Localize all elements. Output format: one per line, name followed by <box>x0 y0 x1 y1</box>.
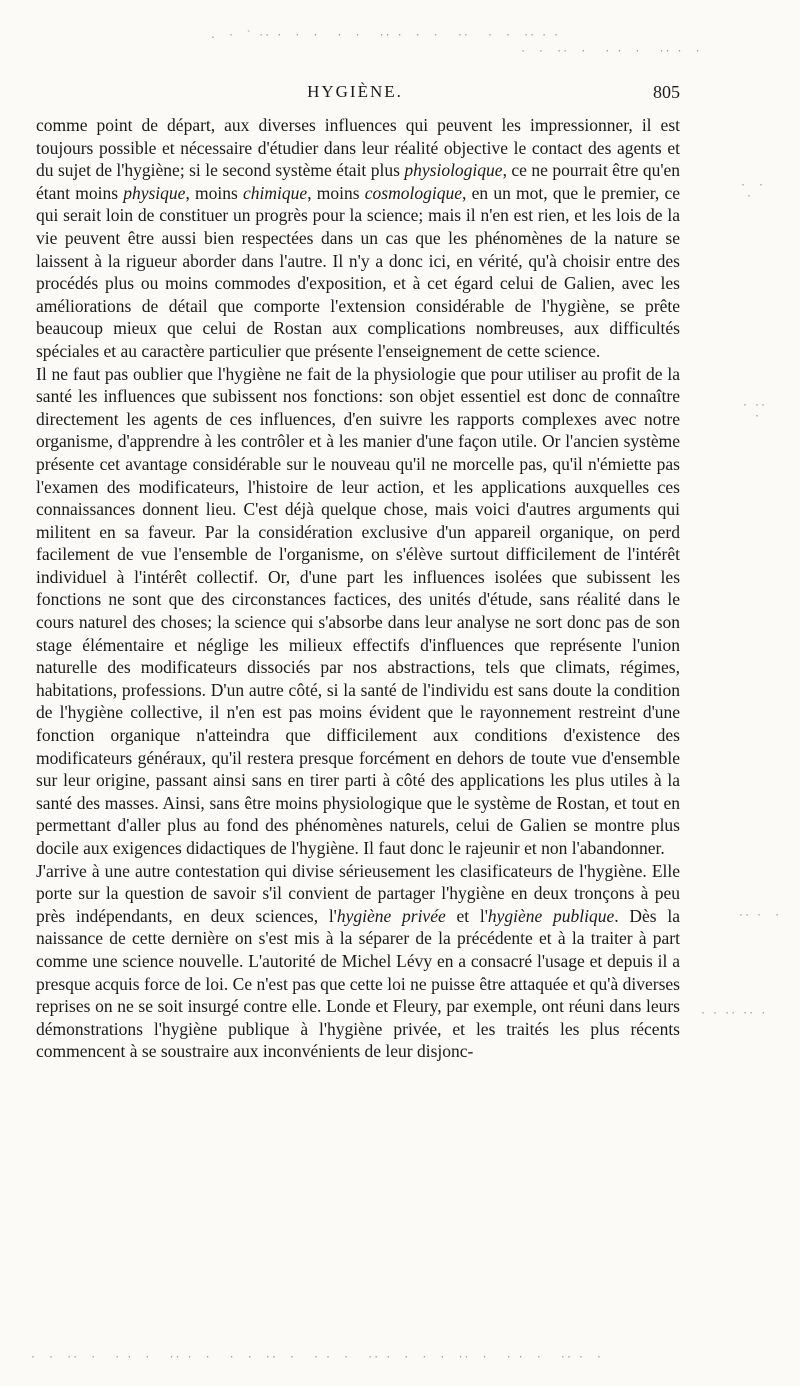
scan-speckle-top: . · ` ·· · · · · · ·· · · · ·· · · ·· · · <box>210 30 560 41</box>
paragraph-3 <box>36 860 680 1063</box>
scan-speckle-right-3: ·· · · <box>738 910 781 921</box>
paragraph-2 <box>36 363 680 860</box>
text-run: . Dès la naissance de cette dernière on s'est mis à la séparer de la précédente et à la traiter à part comme une science nouvelle. L'autorité de Michel Lévy en a consacré l'usage et depuis il a presque acquis force de loi. Ce n'est pas que cette loi ne puisse être attaquée et qu'à diverses reprises on ne se soit insurgé contre elle. Londe et Fleury, par exemple, ont réuni dans leurs démonstrations l'hygiène publique à l'hygiène privée, et les traités les plus récents commencent à se soustraire aux inconvénients de leur disjonc- <box>36 905 680 1062</box>
text-run: , en un mot, que le premier, ce qui serait loin de constituer un progrès pour la science; mais il n'en est rien, et les lois de la vie peuvent être aussi bien respectées dans un cas que les phénomènes de la nature se laissent à la rigueur aborder dans l'autre. Il n'y a donc ici, en vérité, qu'à choisir entre des procédés plus ou moins commodes d'exposition, et à cet égard celui de Galien, avec les améliorations de détail que comporte l'extension considérable de l'hygiène, se prête beaucoup mieux que celui de Rostan aux complications nombreuses, aux difficultés spéciales et au caractère particulier que présente l'enseignement de cette science. <box>36 182 680 361</box>
scan-speckle-right-1: · · · <box>740 180 765 202</box>
italic-run: hygiène publique <box>487 905 615 926</box>
italic-run: cosmologique <box>364 182 462 203</box>
page-number: 805 <box>653 82 680 102</box>
italic-run: physiologique <box>404 160 503 181</box>
text-run: comme point de départ, aux diverses influences qui peuvent les impressionner, il est toujours possible et nécessaire d'étudier dans leur réalité objective le contact des agents et du sujet de l'hygiène; si le second système était plus <box>36 115 680 181</box>
italic-run: hygiène privée <box>336 905 446 926</box>
page-header <box>30 82 680 110</box>
scan-speckle-right-2: · ·· · <box>742 400 767 422</box>
text-run: J'arrive à une autre contestation qui divise sérieusement les clasificateurs de l'hygiène. Elle porte sur la question de savoir s'il convient de partager l'hygiène en deux tronçons à peu près indépendants, en deux sciences, l' <box>36 860 680 926</box>
paragraph-1 <box>36 114 680 363</box>
scan-speckle-top-right: · · ·· · · · · ·· · · <box>520 46 701 57</box>
text-run: , ce ne pourrait être qu'en étant moins <box>36 160 681 203</box>
body-text <box>36 114 680 1063</box>
italic-run: physique <box>123 182 186 203</box>
italic-run: chimique <box>243 182 308 203</box>
text-run: Il ne faut pas oublier que l'hygiène ne fait de la physiologie que pour utiliser au profit de la santé les influences que subissent nos fonctions: son objet essentiel est donc de connaître directement les agents de ces influences, d'en suivre les rapports complexes avec notre organisme, d'apprendre à les contrôler et à les manier d'une façon utile. Or l'ancien système présente cet avantage considérable sur le nouveau qu'il ne morcelle pas, qu'il n'émiette pas l'examen des modificateurs, l'histoire de leur action, et les applications auxquelles ces connaissances donnent lieu. C'est déjà quelque chose, mais voici d'autres arguments qui militent en sa faveur. Par la considération exclusive d'un appareil organique, on perd facilement de vue l'ensemble de l'organisme, on s'élève surtout difficilement de l'intérêt individuel à l'intérêt collectif. Or, d'une part les influences isolées que subissent les fonctions ne sont que des circonstances factices, des unités d'étude, sans réalité dans le cours naturel des choses; la science qui s'absorbe dans leur analyse ne sort donc pas de son stage élémentaire et néglige les milieux effectifs d'influences que représente l'union naturelle des modificateurs dissociés par nos abstractions, tels que climats, régimes, habitations, professions. D'un autre côté, si la santé de l'individu est sans doute la condition de l'hygiène collective, il n'en est pas moins évident que le rayonnement restreint d'une fonction organique n'atteindra que difficilement aux conditions d'existence des modificateurs généraux, qu'il restera presque forcément en dehors de toute vue d'ensemble sur leur origine, passant ainsi sans en tirer parti à côté des applications les plus utiles à la santé des masses. Ainsi, sans être moins physiologique que le système de Rostan, et tout en permettant d'aller plus au fond des phénomènes naturels, celui de Galien se montre plus docile aux exigences didactiques de l'hygiène. Il faut donc le rajeunir et non l'abandonner. <box>36 363 680 858</box>
scan-speckle-right-4: · · ·· ·· · <box>700 1008 767 1019</box>
scan-speckle-bottom: · · ·· · · · · ·· · · · · ·· · · · · ·· · · · · ·· · · · · ·· · · <box>30 1352 602 1363</box>
text-run: , moins <box>307 182 365 203</box>
running-head: HYGIÈNE. <box>307 82 403 101</box>
text-run: et l' <box>445 905 488 926</box>
text-run: , moins <box>185 182 244 203</box>
